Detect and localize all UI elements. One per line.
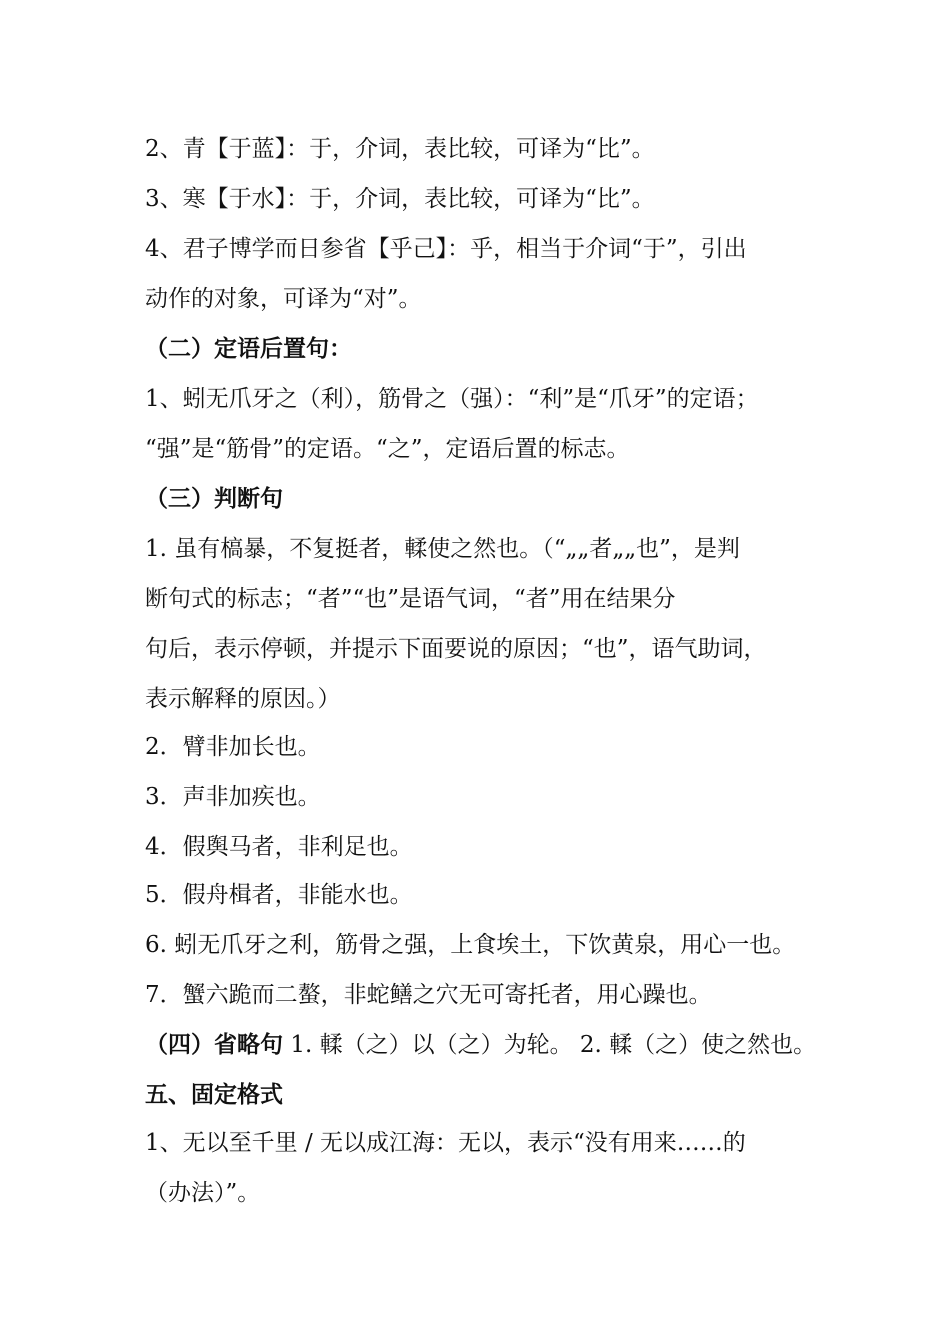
text-line: 1. 虽有槁暴，不复挺者，輮使之然也。（“„„者„„也”，是判 <box>145 536 740 562</box>
text-line: 3．声非加疾也。 <box>145 784 321 810</box>
text-line: 6. 蚓无爪牙之利，筋骨之强，上食埃土，下饮黄泉，用心一也。 <box>145 932 796 958</box>
text-line: （办法）”。 <box>145 1180 261 1206</box>
section-heading-3: （三）判断句 <box>145 486 283 512</box>
text-line: 2、青【于蓝】：于，介词，表比较，可译为“比”。 <box>145 136 655 162</box>
section-heading-2: （二）定语后置句： <box>145 336 352 362</box>
text-line: 动作的对象，可译为“对”。 <box>145 286 422 312</box>
section-heading-4: （四）省略句 <box>145 1032 283 1058</box>
section-4-examples: 1. 輮（之）以（之）为轮。 2. 輮（之）使之然也。 <box>290 1032 817 1058</box>
text-line: 表示解释的原因。） <box>145 686 341 712</box>
text-line: 3、寒【于水】：于，介词，表比较，可译为“比”。 <box>145 186 655 212</box>
section-4-line <box>145 1020 835 1070</box>
text-line: 1、蚓无爪牙之（利），筋骨之（强）：“利”是“爪牙”的定语； <box>145 386 759 412</box>
text-line: 句后，表示停顿，并提示下面要说的原因；“也”，语气助词， <box>145 636 767 662</box>
text-line: 4、君子博学而日参省【乎己】：乎，相当于介词“于”，引出 <box>145 236 747 262</box>
text-line: 断句式的标志；“者”“也”是语气词，“者”用在结果分 <box>145 586 676 612</box>
text-line: 5．假舟楫者，非能水也。 <box>145 882 413 908</box>
text-line: 4．假舆马者，非利足也。 <box>145 834 413 860</box>
text-line: 2．臂非加长也。 <box>145 734 321 760</box>
text-line: “强”是“筋骨”的定语。“之”，定语后置的标志。 <box>145 436 630 462</box>
section-heading-5: 五、固定格式 <box>145 1082 283 1108</box>
text-line: 1、无以至千里 / 无以成江海：无以，表示“没有用来……的 <box>145 1130 746 1156</box>
text-line: 7．蟹六跪而二螯，非蛇鳝之穴无可寄托者，用心躁也。 <box>145 982 712 1008</box>
